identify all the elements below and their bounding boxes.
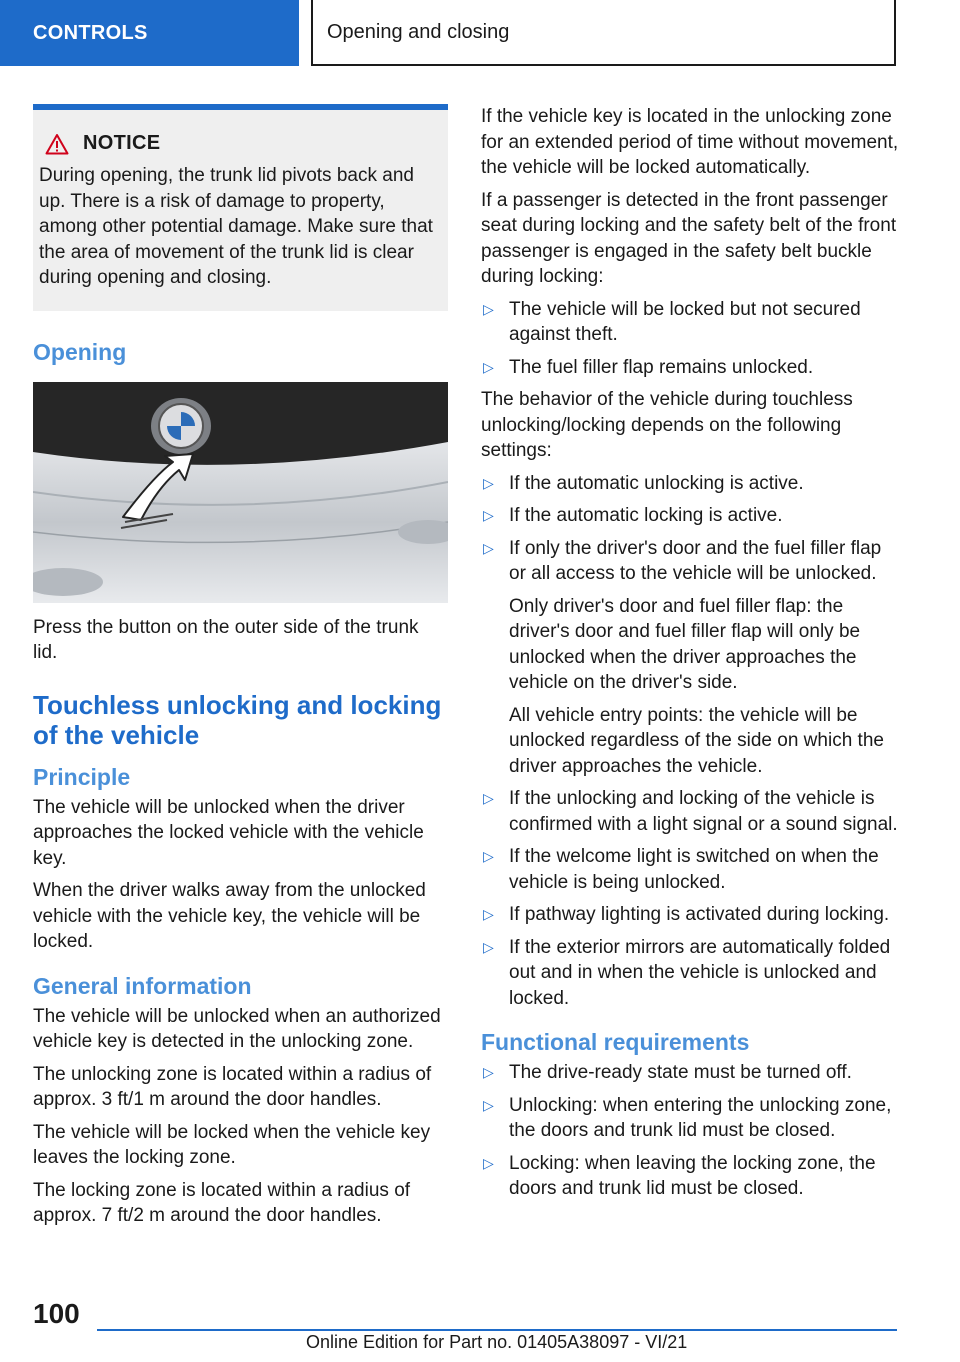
- list-item: ▷ Unlocking: when entering the unlocking zone, the doors and trunk lid must be closed.: [483, 1094, 892, 1141]
- list-item: ▷ If the exterior mirrors are automatically folded out and in when the vehicle is unlocked and locked.: [483, 936, 891, 1009]
- bullet-triangle-icon: ▷: [483, 938, 494, 955]
- bullet-triangle-icon: ▷: [483, 358, 494, 375]
- principle-paragraph-2: When the driver walks away from the unlocked vehicle with the vehicle key, the vehicle will be locked.: [33, 880, 426, 952]
- list-item: ▷ If the welcome light is switched on when the vehicle is being unlocked.: [483, 846, 879, 893]
- bullet-triangle-icon: ▷: [483, 1096, 494, 1113]
- bullet-triangle-icon: ▷: [483, 474, 494, 491]
- list-item: ▷ The drive-ready state must be turned off.: [481, 1060, 901, 1086]
- notice-title: NOTICE: [83, 132, 161, 154]
- bullet-triangle-icon: ▷: [483, 1154, 494, 1171]
- general-paragraph-1: The vehicle will be unlocked when an authorized vehicle key is detected in the unlocking zone.: [33, 1005, 441, 1052]
- opening-heading: Opening: [33, 338, 127, 365]
- sub-paragraph-drivers-door: Only driver's door and fuel filler flap: the driver's door and fuel filler flap will only be unlocked when the driver approaches the vehicle on the driver's side.: [509, 595, 861, 693]
- bullet-triangle-icon: ▷: [483, 906, 494, 922]
- bullet-triangle-icon: ▷: [483, 507, 494, 523]
- trunk-lid-drawing: [33, 382, 448, 603]
- list-item: ▷ If pathway lighting is activated during locking.: [481, 902, 901, 928]
- bullet-triangle-icon: ▷: [483, 848, 494, 864]
- bullet-triangle-icon: ▷: [483, 539, 494, 556]
- notice-header: [39, 132, 440, 155]
- touchless-heading: Touchless unlocking and locking of the vehicle: [33, 689, 442, 750]
- edition-text: Online Edition for Part no. 01405A38097 - VI/21: [306, 1332, 688, 1352]
- chapter-title: Opening and closing: [311, 0, 896, 66]
- left-column: [33, 104, 448, 1236]
- general-paragraph-4: The locking zone is located within a radius of approx. 7 ft/2 m around the door handles.: [33, 1179, 411, 1226]
- sub-paragraph-all-entry: All vehicle entry points: the vehicle will be unlocked regardless of the side on which the driver approaches the vehicle.: [509, 704, 884, 777]
- list-item: ▷ If the unlocking and locking of the vehicle is confirmed with a light signal or a sound signal.: [483, 788, 898, 835]
- principle-heading: Principle: [33, 763, 131, 790]
- passenger-list: [481, 297, 901, 381]
- settings-list: [481, 471, 901, 587]
- list-item: ▷ The fuel filler flap remains unlocked.: [481, 355, 901, 381]
- section-tab: CONTROLS: [0, 0, 299, 66]
- list-item: ▷ Locking: when leaving the locking zone, the doors and trunk lid must be closed.: [483, 1152, 876, 1199]
- right-paragraph-1: If the vehicle key is located in the unlocking zone for an extended period of time without movement, the vehicle will be locked automatically.: [481, 106, 899, 178]
- bullet-triangle-icon: ▷: [483, 300, 494, 317]
- notice-body: During opening, the trunk lid pivots back and up. There is a risk of damage to property, among other potential damage. Make sure that the area of movement of the trunk lid is clear during opening and closing.: [39, 165, 433, 288]
- functional-requirements-heading: Functional requirements: [481, 1029, 750, 1055]
- bullet-triangle-icon: ▷: [483, 1064, 494, 1080]
- principle-paragraph-1: The vehicle will be unlocked when the driver approaches the locked vehicle with the vehicle key.: [33, 796, 424, 869]
- bullet-triangle-icon: ▷: [483, 790, 494, 806]
- notice-box: [33, 104, 448, 311]
- footer-rule: [97, 1329, 897, 1331]
- general-info-heading: General information: [33, 972, 252, 999]
- warning-triangle-icon: [45, 133, 69, 155]
- right-paragraph-3: The behavior of the vehicle during touchless unlocking/locking depends on the following settings:: [481, 389, 853, 461]
- requirements-list: [481, 1060, 901, 1202]
- right-paragraph-2: If a passenger is detected in the front passenger seat during locking and the safety belt of the front passenger is engaged in the safety belt buckle during locking:: [481, 189, 897, 287]
- page-number: 100: [33, 1298, 80, 1329]
- opening-text: Press the button on the outer side of the trunk lid.: [33, 616, 419, 663]
- list-item: ▷ The vehicle will be locked but not secured against theft.: [483, 298, 861, 345]
- settings-list-continued: [481, 786, 901, 1011]
- right-column: [481, 104, 901, 1209]
- list-item: ▷ If the automatic locking is active.: [481, 503, 901, 529]
- general-paragraph-2: The unlocking zone is located within a radius of approx. 3 ft/1 m around the door handles.: [33, 1063, 432, 1110]
- list-item: ▷ If the automatic unlocking is active.: [481, 471, 901, 497]
- list-item: ▷ If only the driver's door and the fuel filler flap or all access to the vehicle will be unlocked.: [483, 537, 882, 584]
- general-paragraph-3: The vehicle will be locked when the vehicle key leaves the locking zone.: [33, 1121, 431, 1168]
- trunk-button-illustration: [33, 382, 448, 603]
